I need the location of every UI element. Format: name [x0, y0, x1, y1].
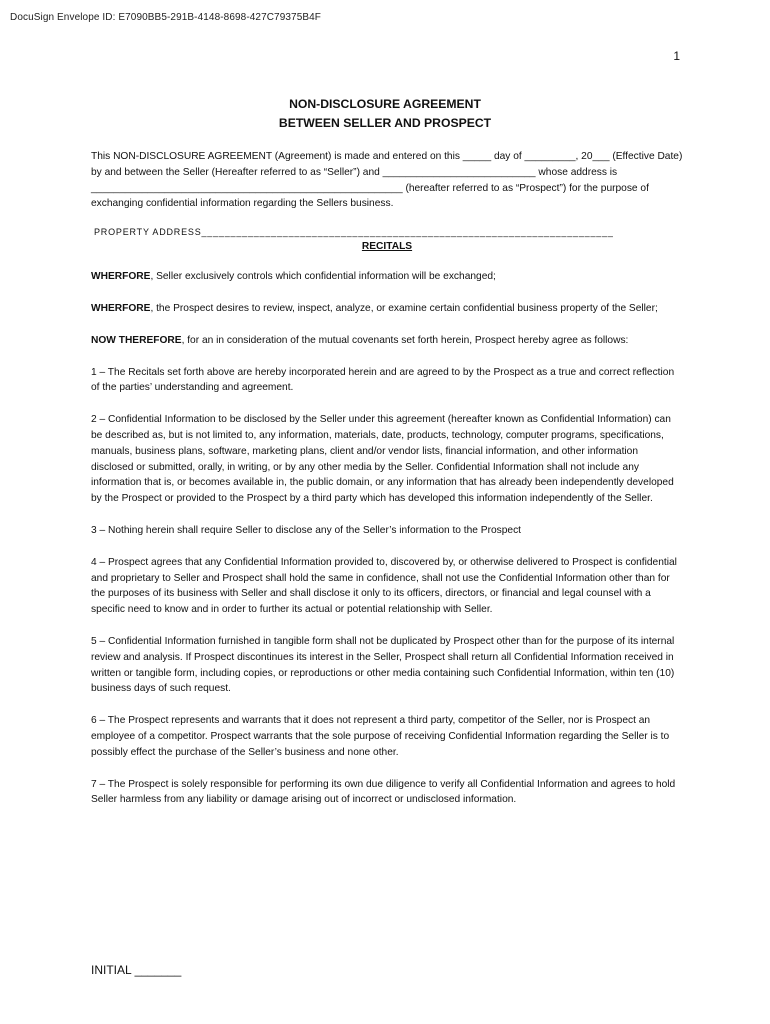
clause-3: 3 – Nothing herein shall require Seller to disclose any of the Seller’s information to the Prospect [91, 524, 521, 536]
recitals-heading: RECITALS [361, 241, 413, 253]
recital-prospect-review-bold: WHERFORE [91, 302, 151, 314]
recital-prospect-review [91, 301, 683, 317]
title-line-2: BETWEEN SELLER AND PROSPECT [278, 116, 492, 130]
clause-5: 5 – Confidential Information furnished in tangible form shall not be duplicated by Prospect other than for the purpose of its internal review and analysis. If Prospect discontinues its interest in the Seller, Prospect shall return all Confidential Information received in written or tangible form, including copies, or reproductions or other media containing such Confidential Information, within ten (10) business days of such request. [91, 635, 675, 695]
clause-6: 6 – The Prospect represents and warrants that it does not represent a third party, competitor of the Seller, nor is Prospect an employee of a competitor. Prospect warrants that the sole purpose of receiving Confidential Information regarding the Seller is to possibly effect the purchase of the Seller’s business and none other. [91, 715, 670, 758]
recital-prospect-review-text: , the Prospect desires to review, inspect, analyze, or examine certain confidential business property of the Seller; [150, 302, 658, 314]
recital-seller-control-bold: WHERFORE [91, 271, 151, 283]
title-line-1: NON-DISCLOSURE AGREEMENT [289, 97, 481, 111]
recital-consideration-bold: NOW THEREFORE [91, 334, 182, 346]
recital-seller-control [91, 269, 683, 285]
clause-2: 2 – Confidential Information to be disclosed by the Seller under this agreement (hereafter known as Confidential Information) can be described as, but is not limited to, any information, materials, date, products, technology, computer programs, specifications, manuals, business plans, software, marketing plans, client and/or vendor lists, financial information, and other information disclosed or submitted, orally, in writing, or by any other media by the Seller. Confidential Information shall not include any information that is, or becomes available in, the public domain, or any information that has already been independently developed by the Prospect or provided to the Prospect by a third party which has developed this information independently of the Seller. [91, 414, 674, 505]
agreement-body [91, 149, 683, 824]
clause-4: 4 – Prospect agrees that any Confidential Information provided to, discovered by, or otherwise delivered to Prospect is confidential and proprietary to Seller and Prospect shall hold the same in confidence, shall not use the Confidential Information other than for the purposes of its business with Seller and shall disclose it only to its officers, directors, or financial and legal counsel with a specific need to know and in order to further its actual or potential relationship with Seller. [91, 556, 677, 616]
recital-consideration-text: , for an in consideration of the mutual covenants set forth herein, Prospect hereby agree as follows: [181, 334, 629, 346]
agreement-intro: This NON-DISCLOSURE AGREEMENT (Agreement) is made and entered on this _____ day of _________, 20___ (Effective Date) by and between the Seller (Hereafter referred to as “Seller”) and ___________________________ whose address is _______________________________________________________ (hereafter referred to as “Prospect”) for the purpose of exchanging confidential information regarding the Sellers business. [91, 151, 683, 210]
recital-seller-control-text: , Seller exclusively controls which confidential information will be exchanged; [150, 271, 496, 283]
document-title [0, 95, 770, 133]
recital-consideration [91, 333, 683, 349]
clause-7: 7 – The Prospect is solely responsible for performing its own due diligence to verify all Confidential Information and agrees to hold Seller harmless from any liability or damage arising out of incorrect or undisclosed information. [91, 778, 676, 806]
docusign-envelope-id: DocuSign Envelope ID: E7090BB5-291B-4148-8698-427C79375B4F [10, 12, 322, 23]
page-number: 1 [673, 49, 680, 63]
clause-1: 1 – The Recitals set forth above are hereby incorporated herein and are agreed to by the Prospect as a true and correct reflection of the parties’ understanding and agreement. [91, 366, 675, 394]
property-address-line: PROPERTY ADDRESS_______________________________________________________________________ [94, 227, 614, 238]
initial-signature-line: INITIAL _______ [91, 963, 182, 977]
